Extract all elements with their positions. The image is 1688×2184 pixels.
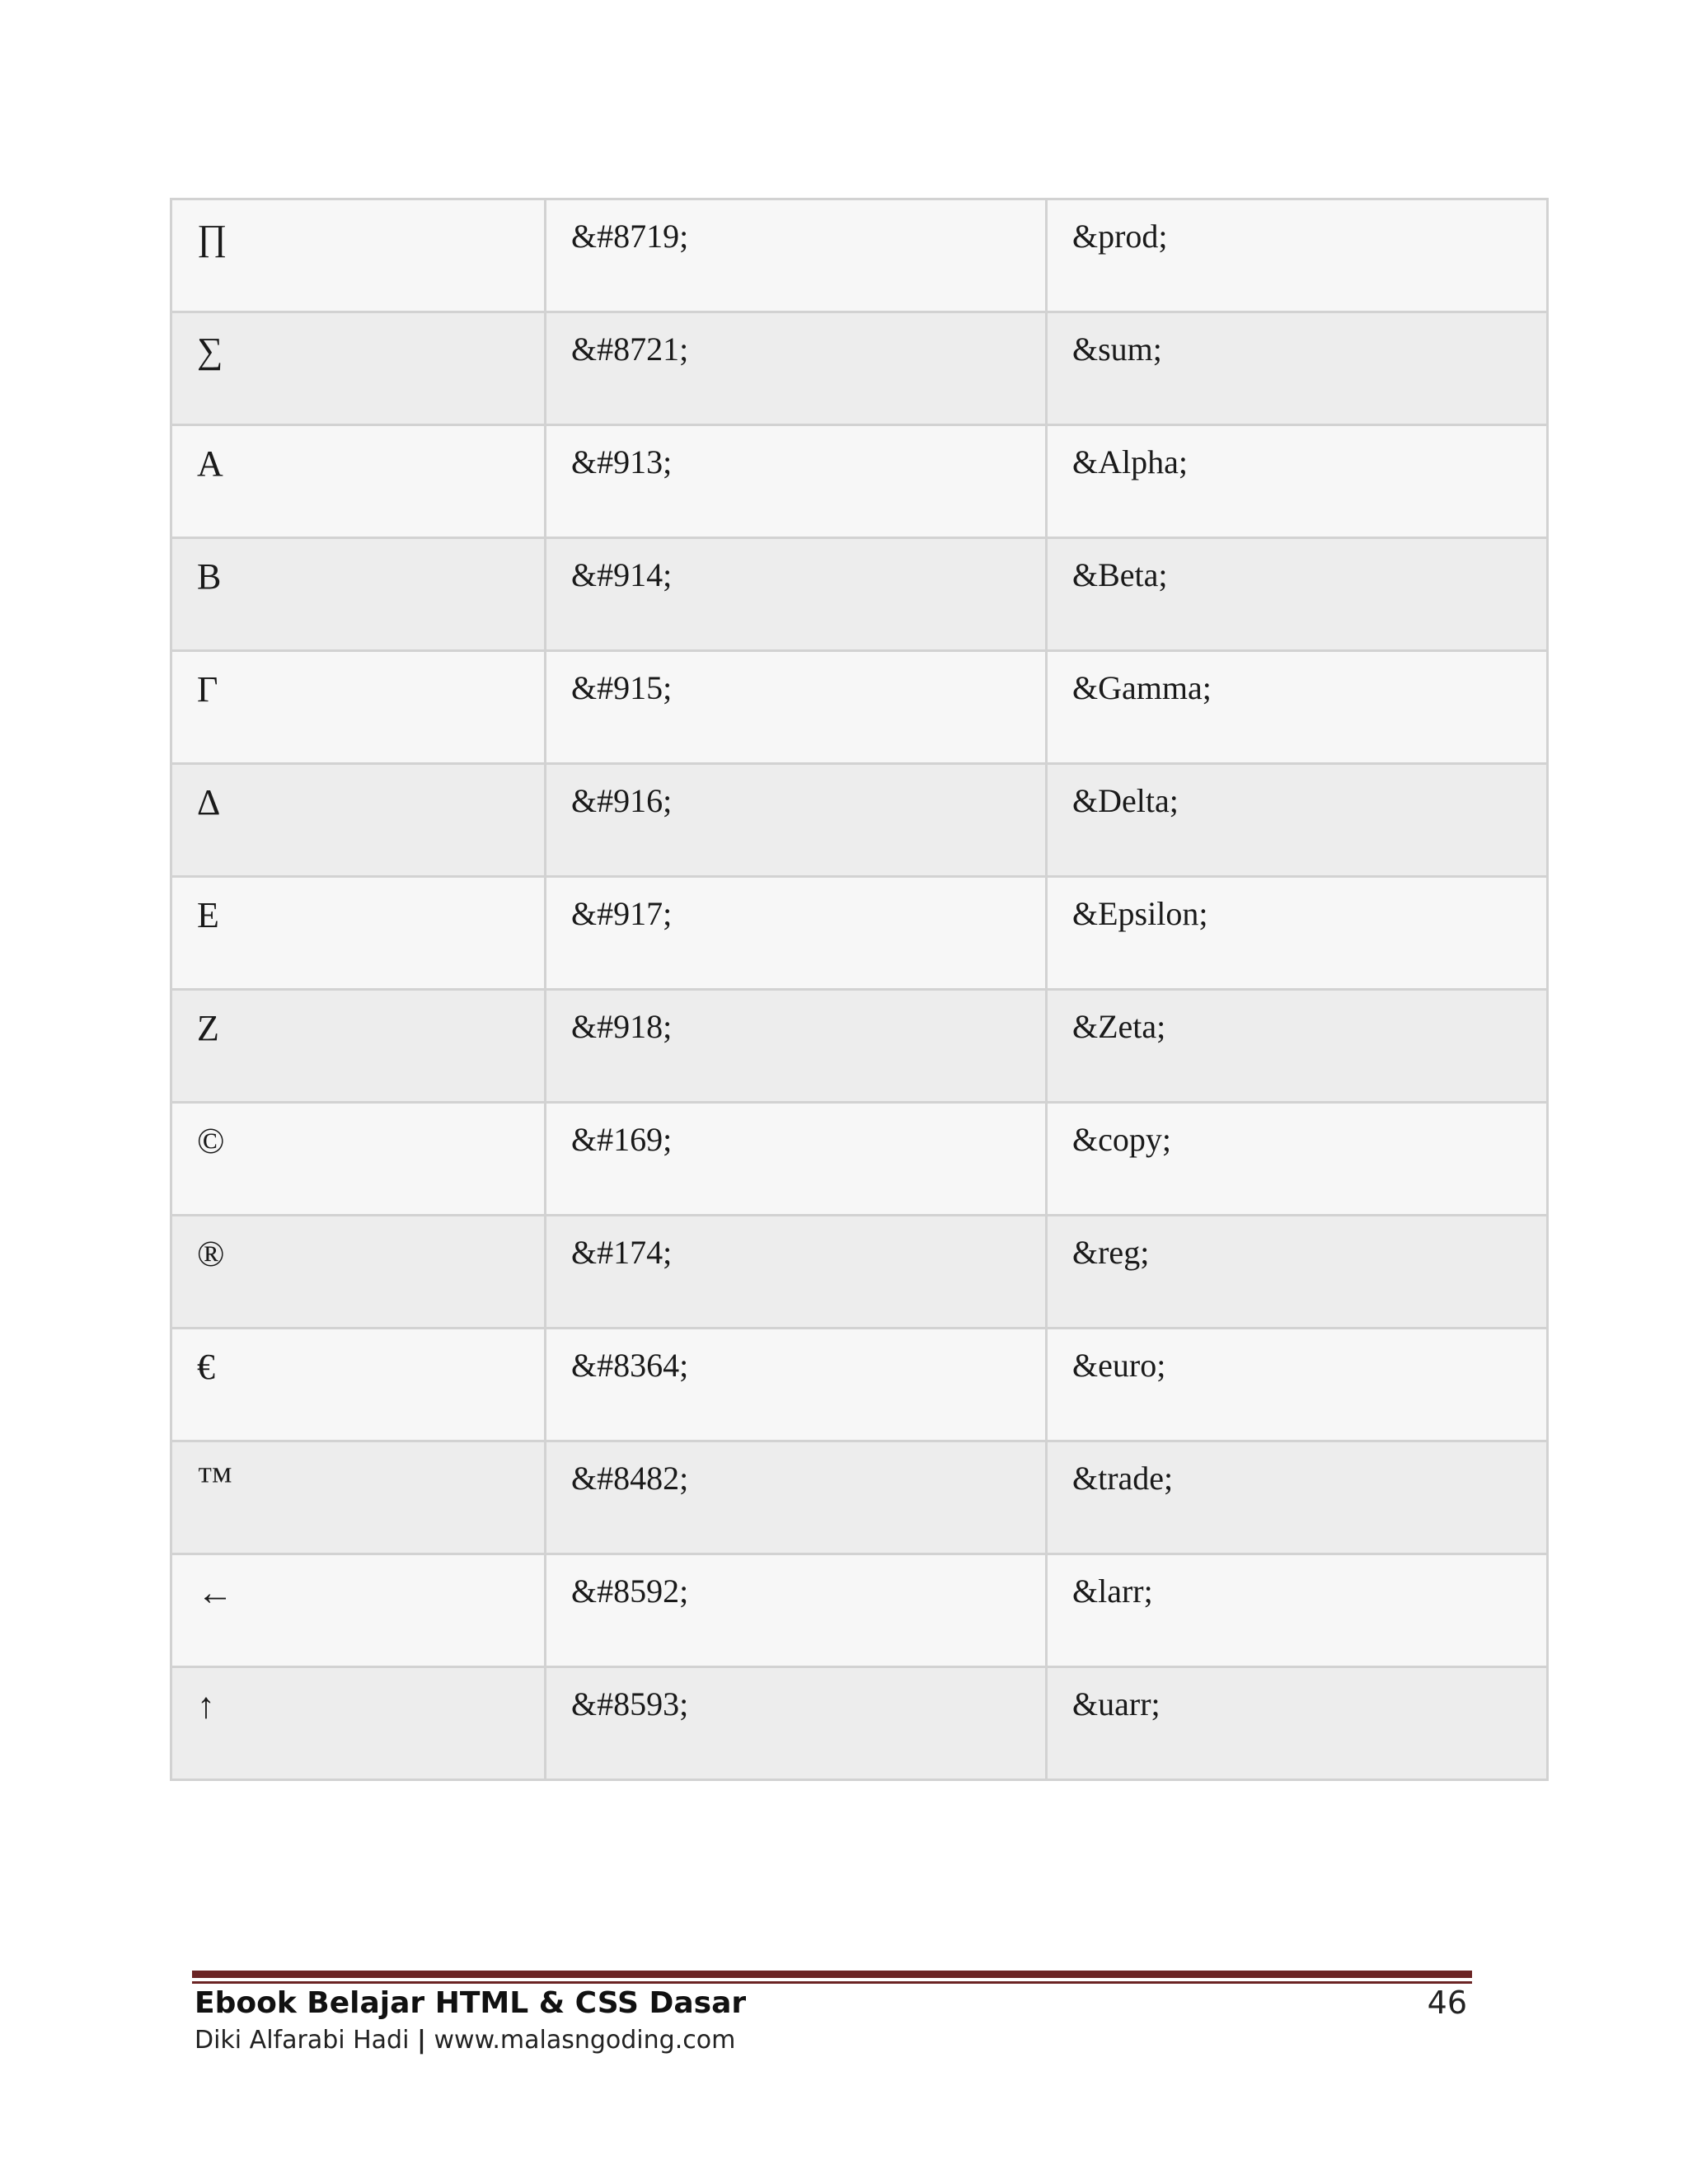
- entity-name-cell: &prod;: [1047, 199, 1548, 312]
- entity-number-cell: &#8721;: [546, 312, 1047, 425]
- entity-name-cell: &Alpha;: [1047, 425, 1548, 538]
- entity-number-cell: &#914;: [546, 538, 1047, 651]
- table-row: [171, 877, 1548, 990]
- symbol-cell: ∑: [171, 312, 546, 425]
- entity-number-cell: &#8592;: [546, 1554, 1047, 1667]
- entity-number-cell: &#918;: [546, 990, 1047, 1103]
- entity-name-cell: &trade;: [1047, 1441, 1548, 1554]
- table-row: [171, 312, 1548, 425]
- table-row: [171, 1554, 1548, 1667]
- table-row: [171, 764, 1548, 877]
- entity-name-cell: &larr;: [1047, 1554, 1548, 1667]
- entity-number-cell: &#917;: [546, 877, 1047, 990]
- table-row: [171, 1329, 1548, 1441]
- entity-name-cell: &reg;: [1047, 1216, 1548, 1329]
- table-row: [171, 538, 1548, 651]
- entity-name-cell: &Zeta;: [1047, 990, 1548, 1103]
- entity-name-cell: &sum;: [1047, 312, 1548, 425]
- footer-author: Diki Alfarabi Hadi: [195, 2026, 410, 2055]
- entity-name-cell: &Delta;: [1047, 764, 1548, 877]
- entity-number-cell: &#913;: [546, 425, 1047, 538]
- entity-name-cell: &copy;: [1047, 1103, 1548, 1216]
- footer-author-line: [195, 2026, 735, 2055]
- symbol-cell: Γ: [171, 651, 546, 764]
- entity-table: [170, 198, 1549, 1781]
- footer-book-title: Ebook Belajar HTML & CSS Dasar: [195, 1986, 747, 2020]
- symbol-cell: Β: [171, 538, 546, 651]
- symbol-cell: Ζ: [171, 990, 546, 1103]
- symbol-cell: ∏: [171, 199, 546, 312]
- entity-number-cell: &#8593;: [546, 1667, 1047, 1780]
- footer-website: www.malasngoding.com: [434, 2026, 736, 2055]
- table-row: [171, 425, 1548, 538]
- symbol-cell: €: [171, 1329, 546, 1441]
- table-row: [171, 1103, 1548, 1216]
- entity-number-cell: &#916;: [546, 764, 1047, 877]
- footer-separator: |: [416, 2026, 426, 2055]
- symbol-cell: ™: [171, 1441, 546, 1554]
- entity-name-cell: &Beta;: [1047, 538, 1548, 651]
- entity-number-cell: &#8364;: [546, 1329, 1047, 1441]
- page-number: 46: [1427, 1985, 1467, 2021]
- symbol-cell: Δ: [171, 764, 546, 877]
- table-row: [171, 199, 1548, 312]
- entity-name-cell: &uarr;: [1047, 1667, 1548, 1780]
- table-row: [171, 1667, 1548, 1780]
- symbol-cell: Ε: [171, 877, 546, 990]
- entity-name-cell: &euro;: [1047, 1329, 1548, 1441]
- symbol-cell: ®: [171, 1216, 546, 1329]
- entity-number-cell: &#8719;: [546, 199, 1047, 312]
- table-row: [171, 1216, 1548, 1329]
- symbol-cell: ↑: [171, 1667, 546, 1780]
- entity-number-cell: &#8482;: [546, 1441, 1047, 1554]
- table-row: [171, 651, 1548, 764]
- footer-divider-thin: [192, 1981, 1472, 1984]
- entity-name-cell: &Gamma;: [1047, 651, 1548, 764]
- entity-number-cell: &#174;: [546, 1216, 1047, 1329]
- table-row: [171, 1441, 1548, 1554]
- table-row: [171, 990, 1548, 1103]
- entity-number-cell: &#169;: [546, 1103, 1047, 1216]
- symbol-cell: Α: [171, 425, 546, 538]
- entity-name-cell: &Epsilon;: [1047, 877, 1548, 990]
- footer-divider: [192, 1971, 1472, 1978]
- symbol-cell: ←: [171, 1554, 546, 1667]
- entity-number-cell: &#915;: [546, 651, 1047, 764]
- symbol-cell: ©: [171, 1103, 546, 1216]
